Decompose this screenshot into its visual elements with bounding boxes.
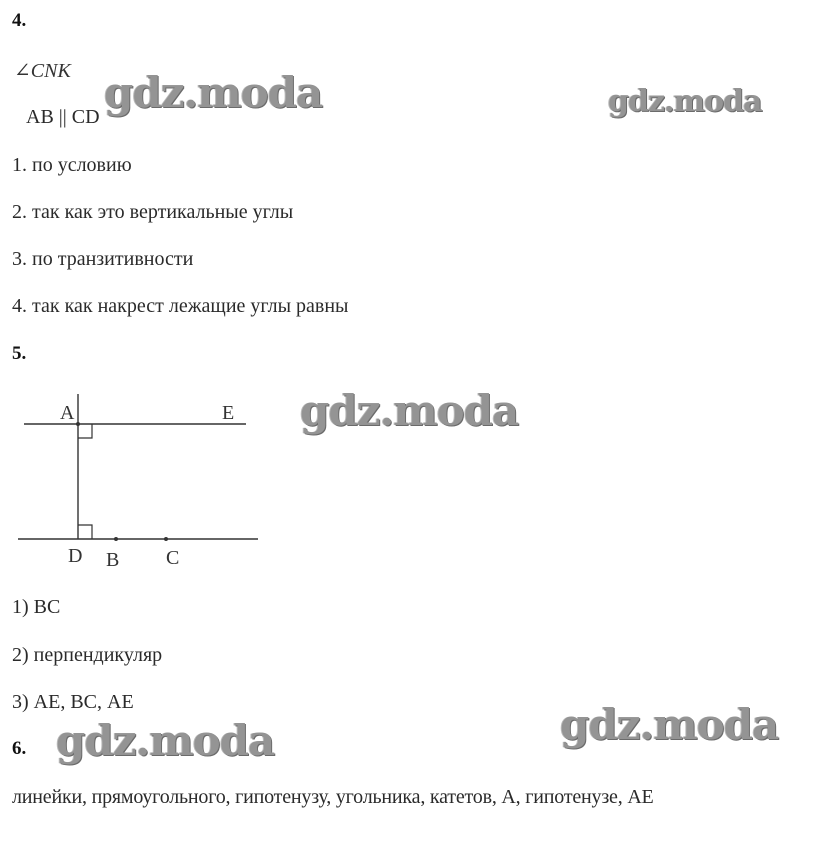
perpendicular-figure [0,390,280,575]
watermark-logo: gdz.moda [560,700,779,749]
right-angle-d [78,525,92,539]
label-a: A [60,402,75,424]
label-b: B [106,549,120,571]
label-c: C [166,547,180,569]
point-b [114,537,118,541]
task-4-step-2: 2. так как это вертикальные углы [12,201,294,223]
task-4-number: 4. [12,10,27,31]
watermark-logo: gdz.moda [608,84,762,119]
task-4-step-1: 1. по условию [12,154,132,176]
task-5-answer-2: 2) перпендикуляр [12,644,163,666]
task-6-answer: линейки, прямоугольного, гипотенузу, угольника, катетов, А, гипотенузе, АЕ [12,786,654,808]
parallel-statement: AB || CD [26,106,100,128]
task-5-answer-1: 1) ВС [12,596,61,618]
angle-label: ∠CNK [14,60,71,82]
point-a [76,422,80,426]
task-4-step-3: 3. по транзитивности [12,248,194,270]
watermark-logo: gdz.moda [300,386,519,435]
right-angle-a [78,424,92,438]
watermark-logo: gdz.moda [56,716,275,765]
point-c [164,537,168,541]
label-e: E [222,402,235,424]
task-6-number: 6. [12,738,27,759]
task-5-number: 5. [12,343,27,364]
task-5-answer-3: 3) АЕ, ВС, АЕ [12,691,134,713]
watermark-logo: gdz.moda [104,68,323,117]
label-d: D [68,545,83,567]
task-4-step-4: 4. так как накрест лежащие углы равны [12,295,349,317]
